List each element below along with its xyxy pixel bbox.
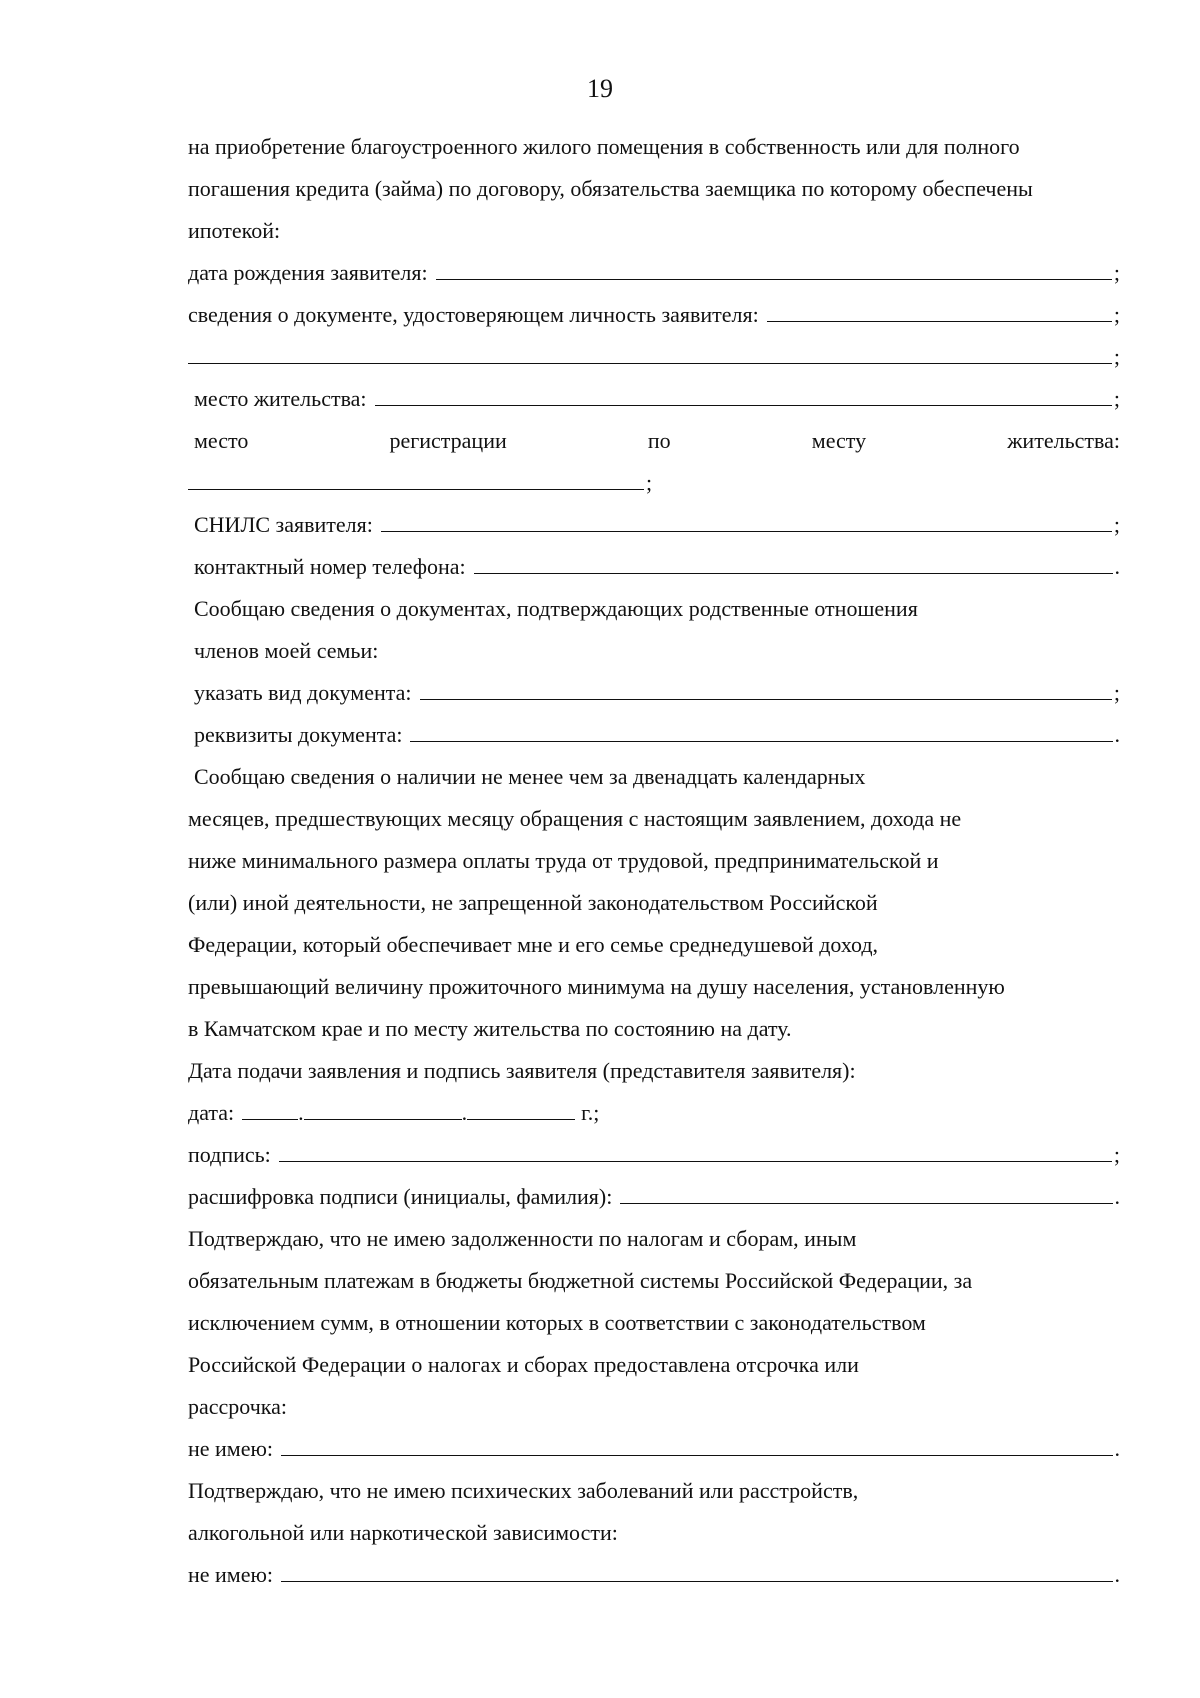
punctuation: . [1114,722,1120,747]
intro-line-1 [188,126,1120,168]
income-line-2 [188,798,1120,840]
intro-line-3 [188,210,1120,252]
date-day-field[interactable] [242,1092,298,1120]
mental-line-1 [188,1470,1120,1512]
tax-line-3 [188,1302,1120,1344]
intro-text-2: погашения кредита (займа) по договору, обязательства заемщика по которому обеспечены [188,176,1033,201]
phone-field[interactable] [474,546,1113,574]
family-line-1 [188,588,1120,630]
registration-word: место [194,428,249,453]
income-line-7 [188,1008,1120,1050]
submission-line [188,1050,1120,1092]
income-line-6 [188,966,1120,1008]
phone-row [188,546,1120,588]
punctuation: ; [1113,302,1120,327]
no-illness-row [188,1554,1120,1596]
snils-row [188,504,1120,546]
form-body [188,126,1120,1596]
tax-text-5: рассрочка: [188,1394,288,1419]
income-text-5: Федерации, который обеспечивает мне и его семье среднедушевой доход, [188,932,879,957]
signature-row [188,1134,1120,1176]
residence-field[interactable] [375,378,1112,406]
income-text-2: месяцев, предшествующих месяцу обращения с настоящим заявлением, дохода не [188,806,962,831]
income-line-5 [188,924,1120,966]
intro-text-1: на приобретение благоустроенного жилого помещения в собственность или для полного [188,134,1020,159]
registration-word: месту [811,428,867,453]
doc-details-row [188,714,1120,756]
registration-field-row [188,462,1120,504]
decode-label: расшифровка подписи (инициалы, фамилия): [188,1184,613,1209]
family-text-2: членов моей семьи: [194,638,379,663]
no-debt-field[interactable] [281,1428,1112,1456]
date-label: дата: [188,1100,235,1125]
punctuation: . [1114,554,1120,579]
punctuation: . [461,1100,468,1125]
page-number: 19 [587,74,613,103]
date-row [188,1092,1120,1134]
income-text-1: Сообщаю сведения о наличии не менее чем за двенадцать календарных [194,764,866,789]
registration-word: регистрации [389,428,507,453]
id-doc-field[interactable] [767,294,1112,322]
income-line-1 [188,756,1120,798]
mental-text-1: Подтверждаю, что не имею психических заболеваний или расстройств, [188,1478,859,1503]
doc-type-label: указать вид документа: [194,680,412,705]
id-doc-field-continuation[interactable] [188,336,1112,364]
punctuation: ; [1113,344,1120,369]
income-line-4 [188,882,1120,924]
income-text-6: превышающий величину прожиточного минимума на душу населения, установленную [188,974,1005,999]
punctuation: . [1114,1184,1120,1209]
registration-label-row [188,420,1120,462]
registration-word: по [647,428,671,453]
punctuation: ; [1113,512,1120,537]
family-text-1: Сообщаю сведения о документах, подтверждающих родственные отношения [194,596,918,621]
submission-text: Дата подачи заявления и подпись заявителя (представителя заявителя): [188,1058,856,1083]
punctuation: . [298,1100,304,1125]
dob-label: дата рождения заявителя: [188,260,428,285]
no-debt-row [188,1428,1120,1470]
registration-field[interactable] [188,462,644,490]
family-line-2 [188,630,1120,672]
doc-type-field[interactable] [420,672,1112,700]
doc-details-field[interactable] [410,714,1112,742]
residence-label: место жительства: [194,386,367,411]
doc-type-row [188,672,1120,714]
no-illness-field[interactable] [281,1554,1112,1582]
punctuation: ; [1113,1142,1120,1167]
mental-text-2: алкогольной или наркотической зависимости: [188,1520,618,1545]
tax-text-2: обязательным платежам в бюджеты бюджетной системы Российской Федерации, за [188,1268,973,1293]
intro-line-2 [188,168,1120,210]
snils-field[interactable] [381,504,1112,532]
intro-text-3: ипотекой: [188,218,281,243]
punctuation: ; [1113,680,1120,705]
id-doc-continuation-row [188,336,1120,378]
tax-text-3: исключением сумм, в отношении которых в соответствии с законодательством [188,1310,926,1335]
phone-label: контактный номер телефона: [194,554,466,579]
date-year-suffix: г.; [581,1100,600,1125]
signature-field[interactable] [279,1134,1112,1162]
income-text-4: (или) иной деятельности, не запрещенной законодательством Российской [188,890,878,915]
dob-field[interactable] [436,252,1112,280]
date-year-field[interactable] [467,1092,575,1120]
tax-text-1: Подтверждаю, что не имею задолженности по налогам и сборам, иным [188,1226,857,1251]
date-month-field[interactable] [304,1092,462,1120]
dob-row [188,252,1120,294]
income-text-7: в Камчатском крае и по месту жительства по состоянию на дату. [188,1016,792,1041]
signature-label: подпись: [188,1142,271,1167]
income-text-3: ниже минимального размера оплаты труда от трудовой, предпринимательской и [188,848,939,873]
tax-line-2 [188,1260,1120,1302]
snils-label: СНИЛС заявителя: [194,512,373,537]
punctuation: ; [646,470,653,495]
decode-field[interactable] [620,1176,1112,1204]
tax-text-4: Российской Федерации о налогах и сборах предоставлена отсрочка или [188,1352,859,1377]
no-debt-label: не имею: [188,1436,274,1461]
punctuation: . [1114,1436,1120,1461]
tax-line-4 [188,1344,1120,1386]
punctuation: ; [1113,386,1120,411]
mental-line-2 [188,1512,1120,1554]
punctuation: ; [1113,260,1120,285]
punctuation: . [1114,1562,1120,1587]
decode-row [188,1176,1120,1218]
tax-line-5 [188,1386,1120,1428]
income-line-3 [188,840,1120,882]
registration-word: жительства: [1007,428,1120,453]
tax-line-1 [188,1218,1120,1260]
doc-details-label: реквизиты документа: [194,722,403,747]
residence-row [188,378,1120,420]
no-illness-label: не имею: [188,1562,274,1587]
id-doc-label: сведения о документе, удостоверяющем личность заявителя: [188,302,759,327]
id-doc-row [188,294,1120,336]
